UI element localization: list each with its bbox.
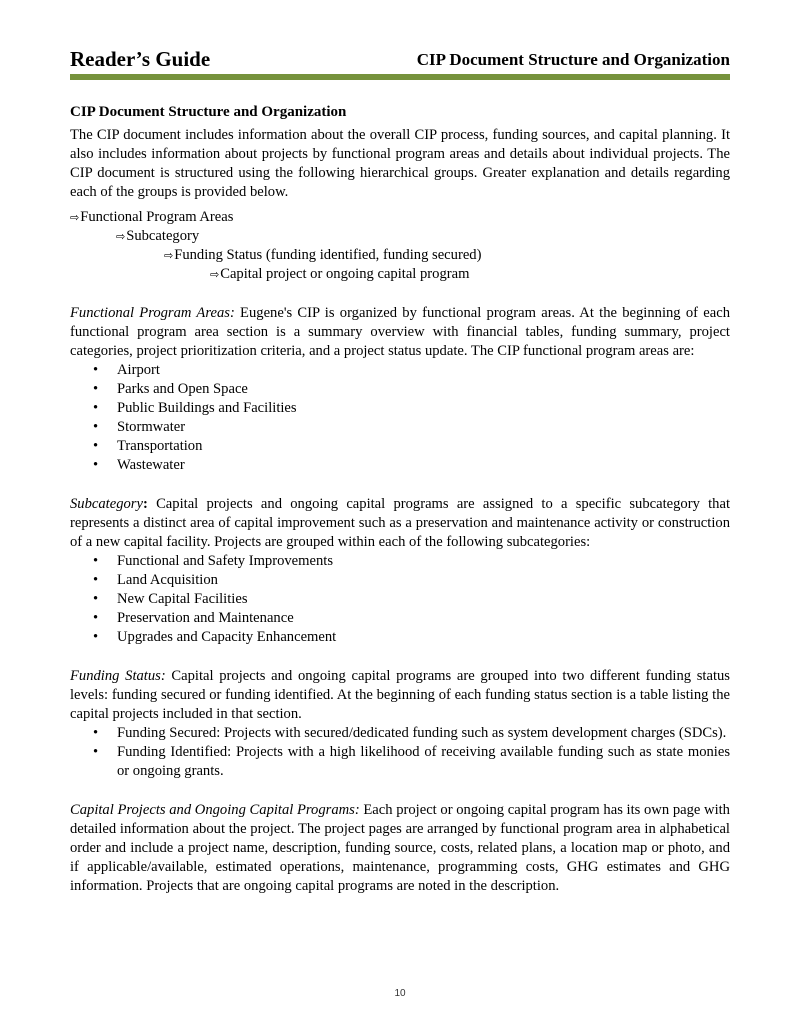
funding-status-list — [70, 724, 730, 781]
list-item: • Land Acquisition — [117, 571, 730, 590]
header-left-title: Reader’s Guide — [70, 47, 211, 71]
list-item: • Airport — [117, 361, 730, 380]
header-rule — [70, 74, 730, 80]
arrow-right-icon: ⇨ — [70, 211, 80, 224]
hierarchy-level-3: ⇨Funding Status (funding identified, funding secured) — [164, 247, 482, 263]
functional-program-areas-section — [70, 304, 730, 475]
subcategory-label: Subcategory — [70, 496, 143, 512]
header-right-title: CIP Document Structure and Organization — [416, 50, 730, 69]
page-number: 10 — [394, 988, 406, 999]
list-item: • Transportation — [117, 437, 730, 456]
list-item: • Functional and Safety Improvements — [117, 552, 730, 571]
list-item: • Funding Identified: Projects with a high likelihood of receiving available funding such as state monies or ongoing grants. — [117, 743, 730, 781]
funding-status-label: Funding Status: — [70, 668, 166, 684]
funding-status-paragraph: Funding Status: Capital projects and ongoing capital programs are grouped into two different funding status levels: funding secured or funding identified. At the beginning of each funding status section is a table listing the capital projects included in that section. — [70, 668, 730, 722]
hierarchy-level-4: ⇨Capital project or ongoing capital program — [210, 266, 470, 282]
list-item: • Wastewater — [117, 456, 730, 475]
capital-projects-section — [70, 801, 730, 896]
page-header — [70, 47, 730, 73]
section-title: CIP Document Structure and Organization — [70, 104, 347, 120]
hierarchy-list — [70, 208, 730, 284]
capital-projects-label: Capital Projects and Ongoing Capital Programs: — [70, 802, 360, 818]
subcategory-list — [70, 552, 730, 647]
arrow-right-icon: ⇨ — [210, 268, 220, 281]
intro-paragraph: The CIP document includes information about the overall CIP process, funding sources, and capital planning. It also includes information about projects by functional program areas and details about individual projects. The CIP document is structured using the following hierarchical groups. Greater explanation and details regarding each of the groups is provided below. — [70, 127, 730, 200]
list-item: • Parks and Open Space — [117, 380, 730, 399]
list-item: • Public Buildings and Facilities — [117, 399, 730, 418]
list-item: • Stormwater — [117, 418, 730, 437]
arrow-right-icon: ⇨ — [164, 249, 174, 262]
list-item: • Upgrades and Capacity Enhancement — [117, 628, 730, 647]
subcategory-section — [70, 495, 730, 647]
hierarchy-level-2: ⇨Subcategory — [116, 228, 200, 244]
arrow-right-icon: ⇨ — [116, 230, 126, 243]
subcategory-paragraph: Subcategory: Capital projects and ongoing capital programs are assigned to a specific subcategory that represents a distinct area of capital improvement such as a preservation and maintenance activity or construction of a new capital facility. Projects are grouped within each of the following subcategories: — [70, 496, 730, 550]
hierarchy-level-1: ⇨Functional Program Areas — [70, 209, 234, 225]
capital-projects-paragraph: Capital Projects and Ongoing Capital Programs: Each project or ongoing capital program has its own page with detailed information about the project. The project pages are arranged by functional program area in alphabetical order and include a project name, description, funding source, costs, related plans, a location map or photo, and if applicable/available, estimated operations, maintenance, programming costs, GHG estimates and GHG information. Projects that are ongoing capital programs are noted in the description. — [70, 802, 730, 894]
functional-program-areas-label: Functional Program Areas: — [70, 305, 235, 321]
list-item: • New Capital Facilities — [117, 590, 730, 609]
page-content — [70, 102, 730, 896]
list-item: • Preservation and Maintenance — [117, 609, 730, 628]
funding-status-section — [70, 667, 730, 781]
list-item: • Funding Secured: Projects with secured/dedicated funding such as system development charges (SDCs). — [117, 724, 730, 743]
functional-program-areas-list — [70, 361, 730, 475]
functional-program-areas-paragraph: Functional Program Areas: Eugene's CIP is organized by functional program areas. At the beginning of each functional program area section is a summary overview with financial tables, funding summary, project categories, project prioritization criteria, and a project status update. The CIP functional program areas are: — [70, 305, 730, 359]
